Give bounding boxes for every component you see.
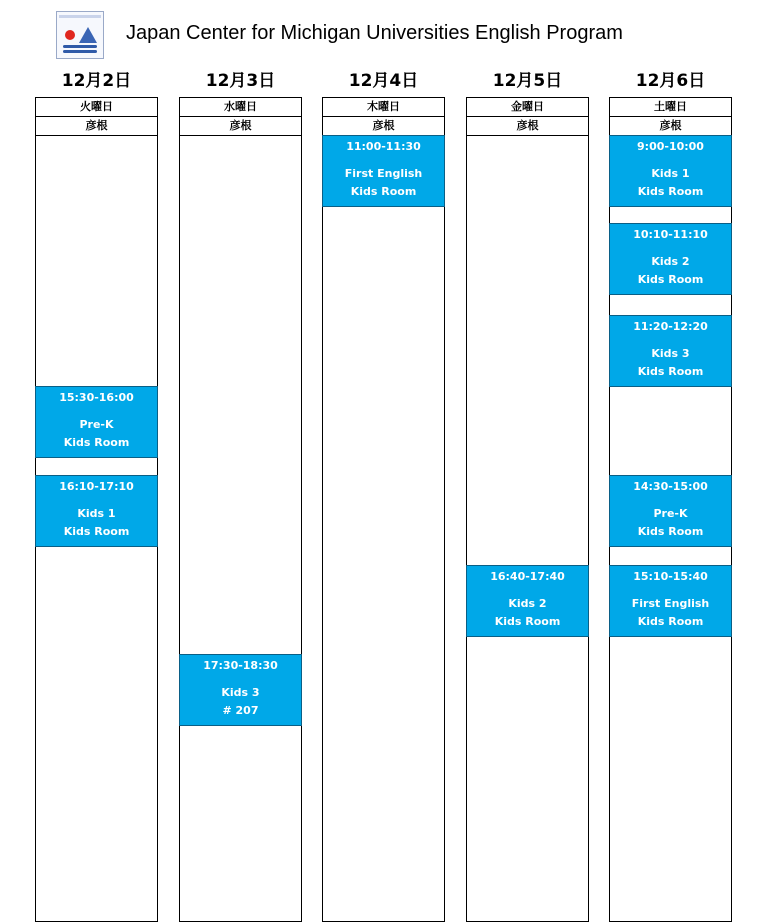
event-time: 15:30-16:00 [59,391,134,404]
class-event[interactable] [322,135,445,207]
day-column [35,71,158,922]
day-location: 彦根 [35,116,158,135]
event-name: Kids 3 [221,686,260,699]
event-name: Pre-K [79,418,114,431]
event-time: 11:00-11:30 [346,140,421,153]
class-event[interactable] [609,135,732,207]
day-location: 彦根 [609,116,732,135]
day-weekday: 火曜日 [35,97,158,116]
event-name: Kids 1 [77,507,116,520]
event-room: # 207 [222,704,259,717]
event-time: 14:30-15:00 [633,480,708,493]
day-weekday: 水曜日 [179,97,302,116]
event-room: Kids Room [63,436,130,449]
day-date: 12月4日 [348,71,419,91]
day-date: 12月3日 [205,71,276,91]
class-event[interactable] [466,565,589,637]
event-name: Pre-K [653,507,688,520]
day-column [179,71,302,922]
day-date: 12月2日 [61,71,132,91]
event-room: Kids Room [637,525,704,538]
event-room: Kids Room [637,273,704,286]
event-name: Kids 2 [651,255,690,268]
day-column [609,71,732,922]
page-title: Japan Center for Michigan Universities English Program [126,22,623,44]
event-time: 16:40-17:40 [490,570,565,583]
day-weekday: 金曜日 [466,97,589,116]
day-date: 12月6日 [635,71,706,91]
event-name: Kids 3 [651,347,690,360]
event-room: Kids Room [63,525,130,538]
program-logo [56,11,104,59]
day-location: 彦根 [322,116,445,135]
day-weekday: 土曜日 [609,97,732,116]
day-schedule [322,135,445,922]
day-schedule [179,135,302,922]
class-event[interactable] [35,386,158,458]
day-schedule [466,135,589,922]
class-event[interactable] [609,315,732,387]
event-time: 17:30-18:30 [203,659,278,672]
day-date: 12月5日 [492,71,563,91]
event-name: Kids 1 [651,167,690,180]
event-room: Kids Room [350,185,417,198]
event-name: First English [344,167,423,180]
event-room: Kids Room [637,365,704,378]
day-weekday: 木曜日 [322,97,445,116]
event-time: 10:10-11:10 [633,228,708,241]
event-name: First English [631,597,710,610]
class-event[interactable] [609,565,732,637]
event-time: 16:10-17:10 [59,480,134,493]
event-time: 9:00-10:00 [637,140,704,153]
event-room: Kids Room [494,615,561,628]
day-column [322,71,445,922]
class-event[interactable] [609,475,732,547]
class-event[interactable] [609,223,732,295]
day-location: 彦根 [466,116,589,135]
event-room: Kids Room [637,615,704,628]
event-room: Kids Room [637,185,704,198]
day-column [466,71,589,922]
day-schedule [609,135,732,922]
class-event[interactable] [35,475,158,547]
event-name: Kids 2 [508,597,547,610]
day-schedule [35,135,158,922]
event-time: 11:20-12:20 [633,320,708,333]
class-event[interactable] [179,654,302,726]
event-time: 15:10-15:40 [633,570,708,583]
day-location: 彦根 [179,116,302,135]
